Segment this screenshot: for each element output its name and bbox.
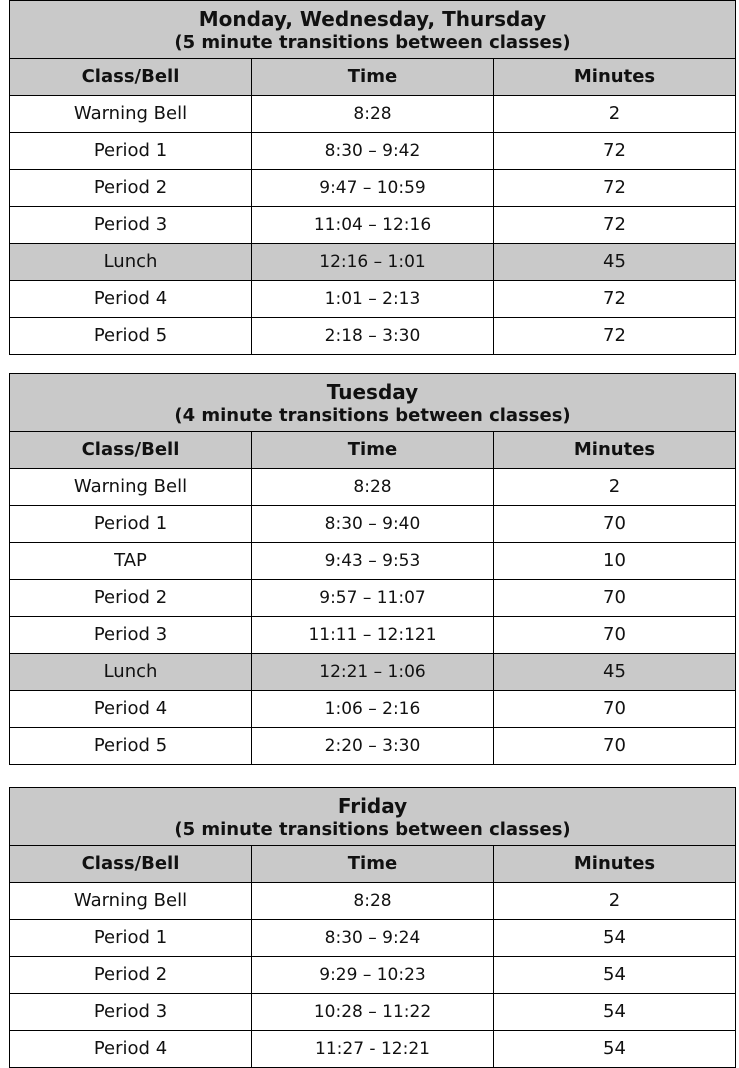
class-cell: Period 2 (10, 170, 252, 207)
lunch-row (10, 654, 736, 691)
lunch-row (10, 244, 736, 281)
schedule-title-row (10, 374, 736, 432)
schedule-title: Monday, Wednesday, Thursday (198, 6, 547, 31)
table-row (10, 691, 736, 728)
class-cell: Period 4 (10, 281, 252, 318)
time-cell: 1:06 – 2:16 (252, 691, 494, 728)
table-row (10, 883, 736, 920)
minutes-cell: 72 (494, 170, 736, 207)
minutes-cell: 54 (494, 920, 736, 957)
schedule-table-mon-wed-thu (9, 0, 736, 355)
schedule-table-friday (9, 787, 736, 1068)
column-header-time: Time (252, 59, 494, 96)
schedule-subtitle: (4 minute transitions between classes) (174, 404, 571, 426)
time-cell: 9:47 – 10:59 (252, 170, 494, 207)
time-cell: 9:43 – 9:53 (252, 543, 494, 580)
minutes-cell: 70 (494, 617, 736, 654)
schedule-title: Friday (337, 793, 408, 818)
column-header-class: Class/Bell (10, 846, 252, 883)
class-cell: Period 2 (10, 957, 252, 994)
class-cell: Period 5 (10, 318, 252, 355)
table-row (10, 469, 736, 506)
minutes-cell: 10 (494, 543, 736, 580)
class-cell: Period 5 (10, 728, 252, 765)
time-cell: 10:28 – 11:22 (252, 994, 494, 1031)
time-cell: 2:20 – 3:30 (252, 728, 494, 765)
schedule-title-cell (10, 1, 736, 59)
schedule-title-cell (10, 374, 736, 432)
class-cell: Warning Bell (10, 96, 252, 133)
minutes-cell: 45 (494, 654, 736, 691)
schedule-subtitle: (5 minute transitions between classes) (174, 818, 571, 840)
minutes-cell: 72 (494, 207, 736, 244)
table-row (10, 318, 736, 355)
time-cell: 12:16 – 1:01 (252, 244, 494, 281)
column-header-time: Time (252, 846, 494, 883)
minutes-cell: 54 (494, 957, 736, 994)
class-cell: Warning Bell (10, 469, 252, 506)
table-row (10, 207, 736, 244)
table-row (10, 957, 736, 994)
class-cell: Period 4 (10, 1031, 252, 1068)
table-row (10, 617, 736, 654)
class-cell: Lunch (10, 244, 252, 281)
minutes-cell: 2 (494, 883, 736, 920)
minutes-cell: 70 (494, 728, 736, 765)
minutes-cell: 72 (494, 133, 736, 170)
column-header-class: Class/Bell (10, 59, 252, 96)
minutes-cell: 54 (494, 1031, 736, 1068)
minutes-cell: 54 (494, 994, 736, 1031)
schedule-table-tuesday (9, 373, 736, 765)
time-cell: 12:21 – 1:06 (252, 654, 494, 691)
table-row (10, 281, 736, 318)
minutes-cell: 70 (494, 506, 736, 543)
class-cell: Lunch (10, 654, 252, 691)
minutes-cell: 72 (494, 281, 736, 318)
time-cell: 1:01 – 2:13 (252, 281, 494, 318)
minutes-cell: 70 (494, 691, 736, 728)
schedule-title: Tuesday (326, 379, 419, 404)
table-row (10, 543, 736, 580)
table-row (10, 580, 736, 617)
schedule-subtitle: (5 minute transitions between classes) (174, 31, 571, 53)
minutes-cell: 45 (494, 244, 736, 281)
table-row (10, 1031, 736, 1068)
time-cell: 2:18 – 3:30 (252, 318, 494, 355)
class-cell: Period 3 (10, 617, 252, 654)
class-cell: Period 1 (10, 133, 252, 170)
schedule-title-cell (10, 788, 736, 846)
table-row (10, 994, 736, 1031)
table-row (10, 728, 736, 765)
minutes-cell: 2 (494, 96, 736, 133)
time-cell: 8:28 (252, 96, 494, 133)
column-header-row (10, 846, 736, 883)
column-header-row (10, 59, 736, 96)
table-row (10, 96, 736, 133)
class-cell: Warning Bell (10, 883, 252, 920)
column-header-class: Class/Bell (10, 432, 252, 469)
time-cell: 8:30 – 9:42 (252, 133, 494, 170)
time-cell: 11:11 – 12:121 (252, 617, 494, 654)
time-cell: 8:28 (252, 469, 494, 506)
time-cell: 8:28 (252, 883, 494, 920)
schedule-title-row (10, 788, 736, 846)
column-header-minutes: Minutes (494, 59, 736, 96)
column-header-minutes: Minutes (494, 432, 736, 469)
table-row (10, 920, 736, 957)
time-cell: 11:27 - 12:21 (252, 1031, 494, 1068)
column-header-row (10, 432, 736, 469)
time-cell: 9:29 – 10:23 (252, 957, 494, 994)
time-cell: 8:30 – 9:24 (252, 920, 494, 957)
class-cell: Period 1 (10, 920, 252, 957)
class-cell: Period 2 (10, 580, 252, 617)
schedule-title-row (10, 1, 736, 59)
minutes-cell: 2 (494, 469, 736, 506)
class-cell: Period 1 (10, 506, 252, 543)
time-cell: 9:57 – 11:07 (252, 580, 494, 617)
time-cell: 11:04 – 12:16 (252, 207, 494, 244)
column-header-time: Time (252, 432, 494, 469)
class-cell: Period 4 (10, 691, 252, 728)
minutes-cell: 72 (494, 318, 736, 355)
class-cell: TAP (10, 543, 252, 580)
column-header-minutes: Minutes (494, 846, 736, 883)
class-cell: Period 3 (10, 994, 252, 1031)
table-row (10, 506, 736, 543)
table-row (10, 133, 736, 170)
table-row (10, 170, 736, 207)
time-cell: 8:30 – 9:40 (252, 506, 494, 543)
class-cell: Period 3 (10, 207, 252, 244)
minutes-cell: 70 (494, 580, 736, 617)
